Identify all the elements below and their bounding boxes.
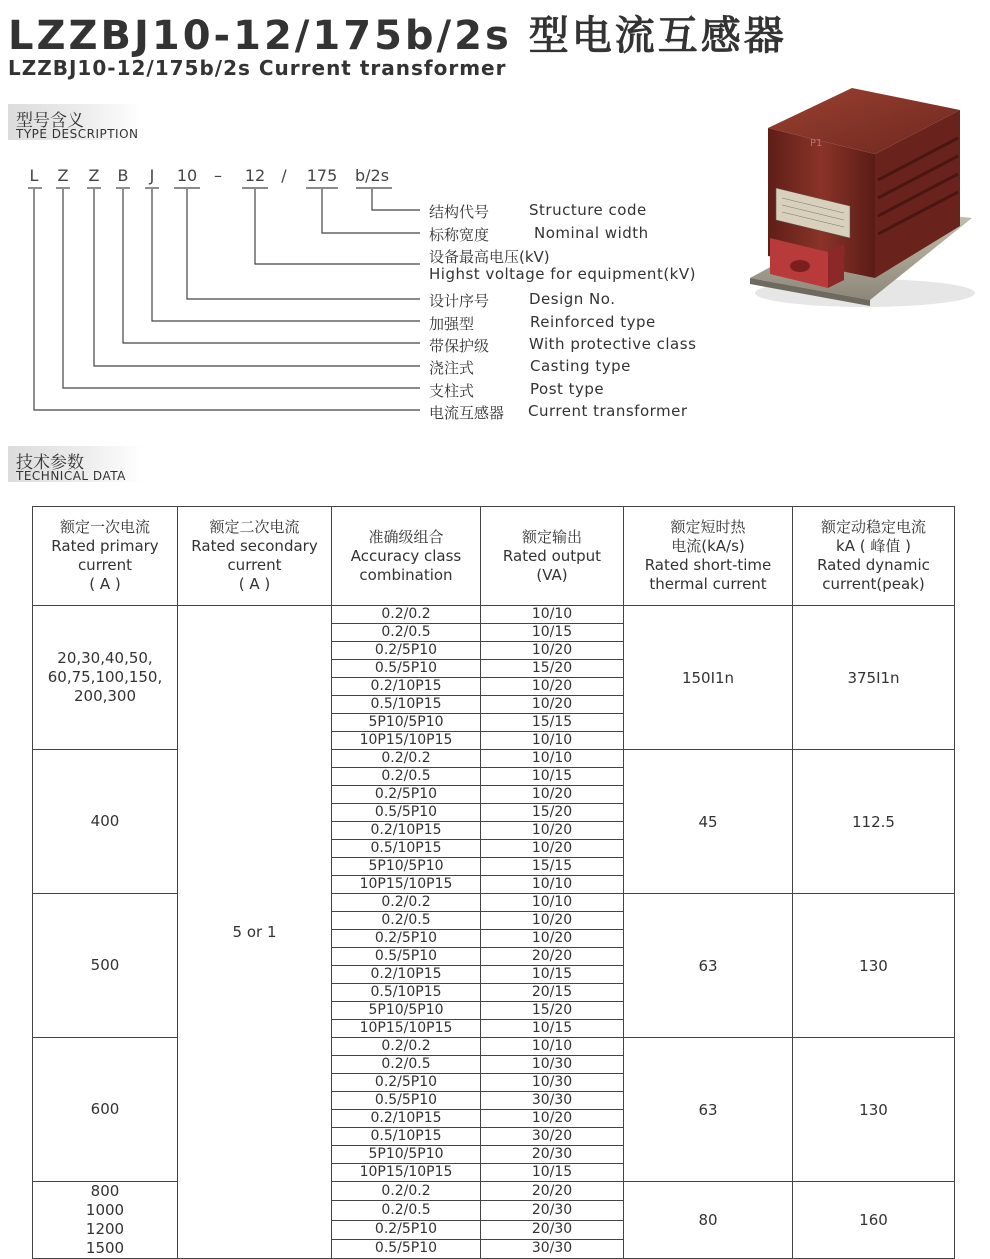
code-label-zh: 设备最高电压(kV) [429, 248, 550, 266]
rated-output-cell: 10/10 [481, 894, 624, 912]
rated-output-cell: 10/10 [481, 750, 624, 768]
column-header-line: 电流(kA/s) [671, 537, 745, 555]
accuracy-class-cell: 0.2/5P10 [332, 642, 481, 660]
code-part: Z [88, 166, 100, 185]
code-part: 175 [306, 166, 338, 185]
dynamic-current-cell: 375I1n [793, 606, 955, 750]
rated-output-cell: 10/15 [481, 966, 624, 984]
rated-output-cell: 20/20 [481, 1182, 624, 1201]
rated-output-cell: 10/20 [481, 1110, 624, 1128]
column-header-line: current [227, 556, 282, 574]
column-header-line: Accuracy class [350, 546, 462, 565]
primary-current-cell [33, 1182, 178, 1259]
code-label-zh: 标称宽度 [429, 226, 490, 244]
rated-output-cell: 10/20 [481, 642, 624, 660]
primary-current-cell [33, 894, 178, 1038]
rated-output-cell: 10/20 [481, 696, 624, 714]
accuracy-class-cell: 0.2/0.2 [332, 606, 481, 624]
primary-current-line: 500 [90, 956, 120, 974]
column-header [332, 507, 481, 606]
rated-output-cell: 10/20 [481, 912, 624, 930]
primary-current-line: 1200 [85, 1220, 125, 1238]
table-row [33, 750, 955, 768]
rated-output-cell: 20/30 [481, 1220, 624, 1239]
accuracy-class-cell: 0.2/5P10 [332, 786, 481, 804]
code-label-zh: 结构代号 [429, 203, 490, 221]
code-label-zh: 电流互感器 [429, 404, 505, 422]
table-row [33, 1038, 955, 1056]
primary-current-line: 800 [90, 1182, 120, 1200]
rated-output-cell: 20/15 [481, 984, 624, 1002]
accuracy-class-cell: 0.5/10P15 [332, 696, 481, 714]
code-label-en: Casting type [530, 357, 631, 375]
rated-output-cell: 10/10 [481, 1038, 624, 1056]
dynamic-current-cell: 130 [793, 1038, 955, 1182]
rated-output-cell: 10/30 [481, 1056, 624, 1074]
code-part: Z [57, 166, 69, 185]
column-header-line: Rated primary [51, 537, 159, 555]
code-label-en: Design No. [529, 290, 616, 308]
primary-current-line: 600 [90, 1100, 120, 1118]
accuracy-class-cell: 0.2/10P15 [332, 1110, 481, 1128]
accuracy-class-cell: 0.2/10P15 [332, 822, 481, 840]
primary-current-line: 1000 [85, 1201, 125, 1219]
column-header [178, 507, 332, 606]
type-description-heading-en: TYPE DESCRIPTION [16, 127, 139, 141]
accuracy-class-cell: 10P15/10P15 [332, 876, 481, 894]
code-part: 12 [244, 166, 266, 185]
code-label-zh: 浇注式 [429, 359, 475, 377]
primary-current-cell [33, 1038, 178, 1182]
technical-data-table [32, 506, 955, 1259]
column-header-line: current [77, 556, 133, 574]
rated-output-cell: 10/15 [481, 1164, 624, 1182]
code-label-en: Post type [530, 380, 605, 398]
accuracy-class-cell: 0.2/0.5 [332, 624, 481, 642]
code-part: – [214, 166, 222, 185]
rated-output-cell: 10/15 [481, 624, 624, 642]
accuracy-class-cell: 0.5/5P10 [332, 660, 481, 678]
code-label-en: Current transformer [528, 402, 688, 420]
column-header-line: Rated dynamic [817, 556, 930, 574]
code-label-zh: 设计序号 [429, 292, 490, 310]
dynamic-current-cell: 160 [793, 1182, 955, 1259]
code-part: b/2s [354, 166, 390, 185]
accuracy-class-cell: 5P10/5P10 [332, 858, 481, 876]
rated-output-cell: 15/20 [481, 804, 624, 822]
accuracy-class-cell: 5P10/5P10 [332, 1146, 481, 1164]
svg-text:P1: P1 [810, 138, 823, 149]
accuracy-class-cell: 0.2/5P10 [332, 1074, 481, 1092]
rated-output-cell: 30/30 [481, 1092, 624, 1110]
rated-output-cell: 15/15 [481, 858, 624, 876]
column-header-line: Rated output [502, 546, 602, 565]
rated-output-cell: 15/20 [481, 660, 624, 678]
accuracy-class-cell: 0.2/5P10 [332, 930, 481, 948]
rated-output-cell: 10/20 [481, 822, 624, 840]
primary-current-line: 1500 [85, 1239, 125, 1257]
column-header-line: 准确级组合 [368, 527, 444, 546]
primary-current-cell [33, 606, 178, 750]
accuracy-class-cell: 0.5/5P10 [332, 804, 481, 822]
rated-output-cell: 10/20 [481, 678, 624, 696]
thermal-current-cell: 80 [624, 1182, 793, 1259]
rated-output-cell: 10/20 [481, 840, 624, 858]
technical-data-heading-en: TECHNICAL DATA [16, 469, 126, 483]
accuracy-class-cell: 10P15/10P15 [332, 732, 481, 750]
column-header-line: thermal current [649, 575, 767, 593]
accuracy-class-cell: 0.2/0.5 [332, 912, 481, 930]
page-title: LZZBJ10-12/175b/2s 型电流互感器 [8, 13, 787, 59]
code-part: L [29, 166, 39, 185]
rated-output-cell: 10/10 [481, 876, 624, 894]
accuracy-class-cell: 0.2/0.5 [332, 768, 481, 786]
accuracy-class-cell: 5P10/5P10 [332, 714, 481, 732]
code-label-en: Highst voltage for equipment(kV) [429, 265, 696, 283]
rated-output-cell: 10/10 [481, 606, 624, 624]
accuracy-class-cell: 0.5/5P10 [332, 1092, 481, 1110]
column-header-line: 额定输出 [521, 527, 582, 546]
table-row [33, 1182, 955, 1201]
accuracy-class-cell: 10P15/10P15 [332, 1164, 481, 1182]
column-header-line: 额定短时热 [670, 518, 746, 536]
code-part: B [117, 166, 129, 185]
code-part: / [281, 166, 287, 185]
thermal-current-cell: 63 [624, 894, 793, 1038]
rated-output-cell: 20/30 [481, 1201, 624, 1220]
rated-output-cell: 10/20 [481, 930, 624, 948]
accuracy-class-cell: 0.2/0.5 [332, 1201, 481, 1220]
column-header [481, 507, 624, 606]
code-label-en: With protective class [529, 335, 697, 353]
column-header [793, 507, 955, 606]
rated-output-cell: 10/15 [481, 768, 624, 786]
code-part: J [149, 166, 155, 185]
code-label-en: Structure code [529, 201, 647, 219]
primary-current-line: 400 [90, 812, 120, 830]
column-header-line: Rated secondary [191, 537, 318, 555]
accuracy-class-cell: 0.2/0.5 [332, 1056, 481, 1074]
accuracy-class-cell: 0.5/5P10 [332, 1239, 481, 1258]
rated-output-cell: 10/30 [481, 1074, 624, 1092]
thermal-current-cell: 45 [624, 750, 793, 894]
rated-output-cell: 20/20 [481, 948, 624, 966]
rated-output-cell: 20/30 [481, 1146, 624, 1164]
code-label-zh: 带保护级 [429, 337, 490, 355]
code-label-en: Nominal width [534, 224, 649, 242]
accuracy-class-cell: 0.2/0.2 [332, 750, 481, 768]
primary-current-line: 200,300 [73, 687, 137, 705]
rated-output-cell: 30/20 [481, 1128, 624, 1146]
dynamic-current-cell: 130 [793, 894, 955, 1038]
type-description-heading: 型号含义 [16, 111, 84, 131]
accuracy-class-cell: 0.2/10P15 [332, 678, 481, 696]
code-label-zh: 加强型 [429, 315, 475, 333]
thermal-current-cell: 63 [624, 1038, 793, 1182]
accuracy-class-cell: 0.2/10P15 [332, 966, 481, 984]
accuracy-class-cell: 0.2/0.2 [332, 894, 481, 912]
column-header-line: current(peak) [822, 575, 925, 593]
accuracy-class-cell: 0.5/10P15 [332, 984, 481, 1002]
column-header-line: Rated short-time [644, 556, 772, 574]
column-header-line: combination [359, 565, 453, 584]
rated-output-cell: 15/20 [481, 1002, 624, 1020]
technical-data-heading: 技术参数 [16, 453, 84, 473]
accuracy-class-cell: 0.2/5P10 [332, 1220, 481, 1239]
accuracy-class-cell: 0.5/10P15 [332, 1128, 481, 1146]
primary-current-cell [33, 750, 178, 894]
table-header-row [33, 507, 955, 606]
code-label-zh: 支柱式 [429, 382, 475, 400]
accuracy-class-cell: 0.5/10P15 [332, 840, 481, 858]
column-header-line: 额定一次电流 [59, 518, 150, 536]
accuracy-class-cell: 0.2/0.2 [332, 1038, 481, 1056]
code-part: 10 [176, 166, 198, 185]
primary-current-line: 20,30,40,50, [57, 649, 153, 667]
page-subtitle: LZZBJ10-12/175b/2s Current transformer [8, 56, 507, 80]
accuracy-class-cell: 5P10/5P10 [332, 1002, 481, 1020]
primary-current-line: 60,75,100,150, [47, 668, 163, 686]
rated-output-cell: 10/10 [481, 732, 624, 750]
column-header-line: 额定二次电流 [209, 518, 300, 536]
column-header [33, 507, 178, 606]
thermal-current-cell: 150I1n [624, 606, 793, 750]
table-row [33, 606, 955, 624]
accuracy-class-cell: 0.5/5P10 [332, 948, 481, 966]
table-row [33, 894, 955, 912]
code-label-en: Reinforced type [530, 313, 656, 331]
accuracy-class-cell: 10P15/10P15 [332, 1020, 481, 1038]
rated-output-cell: 30/30 [481, 1239, 624, 1258]
column-header [624, 507, 793, 606]
dynamic-current-cell: 112.5 [793, 750, 955, 894]
rated-output-cell: 10/15 [481, 1020, 624, 1038]
column-header-line: 额定动稳定电流 [820, 518, 926, 536]
column-header-line: ( A ) [89, 575, 121, 593]
current-transformer-photo [740, 88, 980, 318]
column-header-line: kA ( 峰值 ) [836, 537, 911, 555]
rated-output-cell: 15/15 [481, 714, 624, 732]
secondary-current-cell: 5 or 1 [178, 606, 332, 1259]
column-header-line: (VA) [536, 565, 568, 584]
rated-output-cell: 10/20 [481, 786, 624, 804]
accuracy-class-cell: 0.2/0.2 [332, 1182, 481, 1201]
column-header-line: ( A ) [238, 575, 271, 593]
